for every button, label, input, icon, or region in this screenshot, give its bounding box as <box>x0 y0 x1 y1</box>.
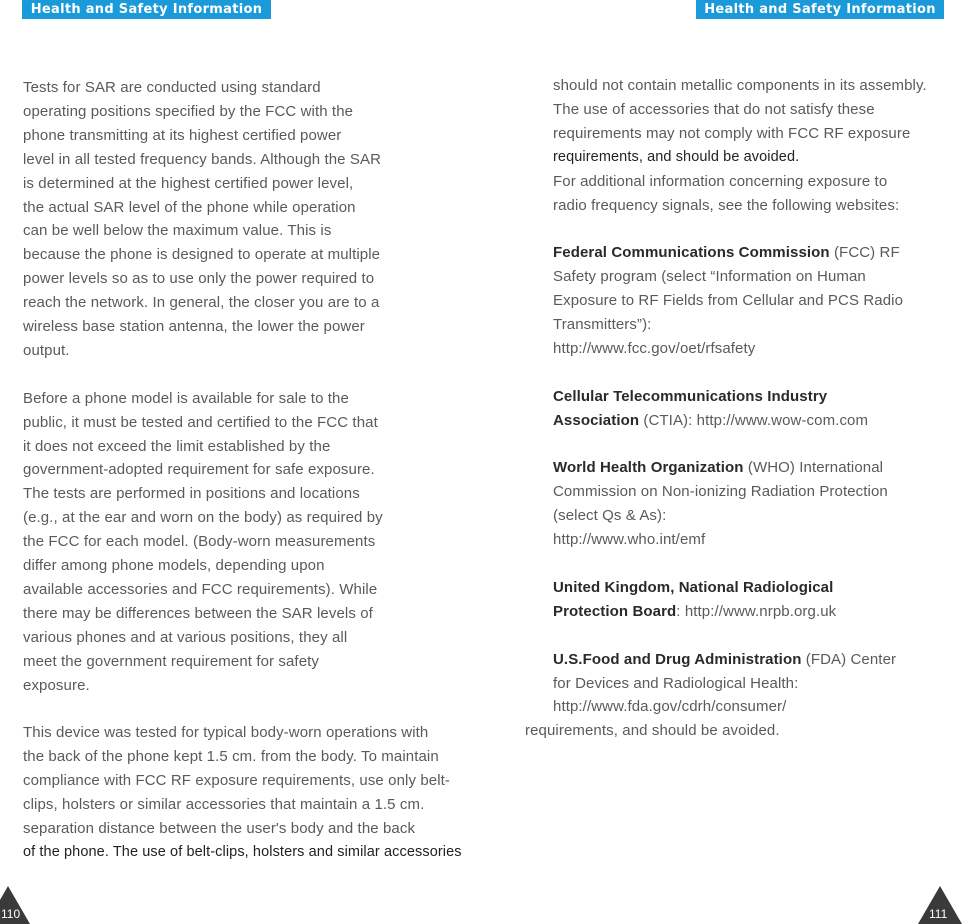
resource-name: U.S.Food and Drug Administration <box>553 650 802 668</box>
resource-url: http://www.fcc.gov/oet/rfsafety <box>553 339 756 357</box>
text-line: exposure. <box>23 676 90 694</box>
text-line: power levels so as to use only the power required to <box>23 270 375 288</box>
resource-detail: : http://www.nrpb.org.uk <box>676 602 837 620</box>
section-header-left: Health and Safety Information <box>22 0 271 19</box>
resource-nrpb: United Kingdom, National Radiological <box>553 578 834 596</box>
resource-name: World Health Organization <box>553 459 744 477</box>
resource-ctia: Cellular Telecommunications Industry <box>553 387 828 405</box>
text-line: of the phone. The use of belt-clips, holsters and similar accessories <box>23 843 462 860</box>
text-line: The tests are performed in positions and locations <box>23 485 360 503</box>
resource-who <box>553 456 927 480</box>
text-line: because the phone is designed to operate at multiple <box>23 246 381 264</box>
text-line: can be well below the maximum value. This is <box>23 222 332 240</box>
resource-detail: (FCC) RF <box>829 244 900 262</box>
text-line: available accessories and FCC requirements). While <box>23 581 378 599</box>
page-number-right: 111 <box>929 907 948 921</box>
resource-url: http://www.fda.gov/cdrh/consumer/ <box>553 698 787 716</box>
left-column <box>23 76 462 865</box>
text-line: (e.g., at the ear and worn on the body) as required by <box>23 509 383 527</box>
text-line: Before a phone model is available for sale to the <box>23 389 349 407</box>
text-line: output. <box>23 341 70 359</box>
text-line: radio frequency signals, see the following websites: <box>553 196 900 214</box>
text-line: separation distance between the user's body and the back <box>23 820 416 838</box>
text-line: compliance with FCC RF exposure requirements, use only belt- <box>23 772 451 790</box>
text-line: the back of the phone kept 1.5 cm. from the body. To maintain <box>23 748 439 766</box>
text-line: for Devices and Radiological Health: <box>553 674 799 692</box>
resource-detail: (CTIA): http://www.wow-com.com <box>639 411 869 429</box>
resource-url: http://www.who.int/emf <box>553 531 706 549</box>
right-column <box>525 74 927 743</box>
text-line: phone transmitting at its highest certified power <box>23 126 342 144</box>
resource-nrpb-line2 <box>553 600 927 624</box>
text-line: wireless base station antenna, the lower the power <box>23 318 365 336</box>
text-line: (select Qs & As): <box>553 507 667 525</box>
section-header-right: Health and Safety Information <box>696 0 944 19</box>
text-line: requirements, and should be avoided. <box>553 148 800 165</box>
text-line: government-adopted requirement for safe exposure. <box>23 461 375 479</box>
text-line: operating positions specified by the FCC with the <box>23 102 354 120</box>
text-line: clips, holsters or similar accessories that maintain a 1.5 cm. <box>23 796 425 814</box>
text-line: reach the network. In general, the closer you are to a <box>23 294 380 312</box>
text-line: the FCC for each model. (Body-worn measurements <box>23 533 376 551</box>
resource-name: Association <box>553 411 640 429</box>
text-line: Transmitters”): <box>553 316 652 334</box>
text-line: requirements, and should be avoided. <box>525 722 780 740</box>
text-line: meet the government requirement for safety <box>23 652 320 670</box>
text-line: The use of accessories that do not satisfy these <box>553 100 875 118</box>
text-line: Tests for SAR are conducted using standard <box>23 79 321 96</box>
text-line: is determined at the highest certified power level, <box>23 174 354 192</box>
text-line: For additional information concerning exposure to <box>553 172 888 190</box>
page-number-left: 110 <box>1 907 21 921</box>
resource-name: Federal Communications Commission <box>553 244 830 262</box>
text-line: public, it must be tested and certified to the FCC that <box>23 413 378 431</box>
text-line: This device was tested for typical body-worn operations with <box>23 724 429 742</box>
resource-fda <box>553 648 927 672</box>
resource-ctia-line2 <box>553 409 927 433</box>
text-line: it does not exceed the limit established by the <box>23 437 331 455</box>
text-line: Safety program (select “Information on Human <box>553 268 866 286</box>
resource-fcc <box>553 241 927 265</box>
text-line: differ among phone models, depending upon <box>23 557 325 575</box>
text-line: level in all tested frequency bands. Although the SAR <box>23 150 382 168</box>
text-line: there may be differences between the SAR levels of <box>23 604 373 622</box>
text-line: requirements may not comply with FCC RF exposure <box>553 124 911 142</box>
resource-name: Protection Board <box>553 602 677 620</box>
text-line: Commission on Non-ionizing Radiation Protection <box>553 483 888 501</box>
text-line: various phones and at various positions, they all <box>23 628 348 646</box>
resource-detail: (WHO) International <box>743 459 884 477</box>
text-line: the actual SAR level of the phone while operation <box>23 198 356 216</box>
text-line: Exposure to RF Fields from Cellular and PCS Radio <box>553 292 904 310</box>
text-line: should not contain metallic components in its assembly. <box>553 77 927 94</box>
resource-detail: (FDA) Center <box>801 650 897 668</box>
